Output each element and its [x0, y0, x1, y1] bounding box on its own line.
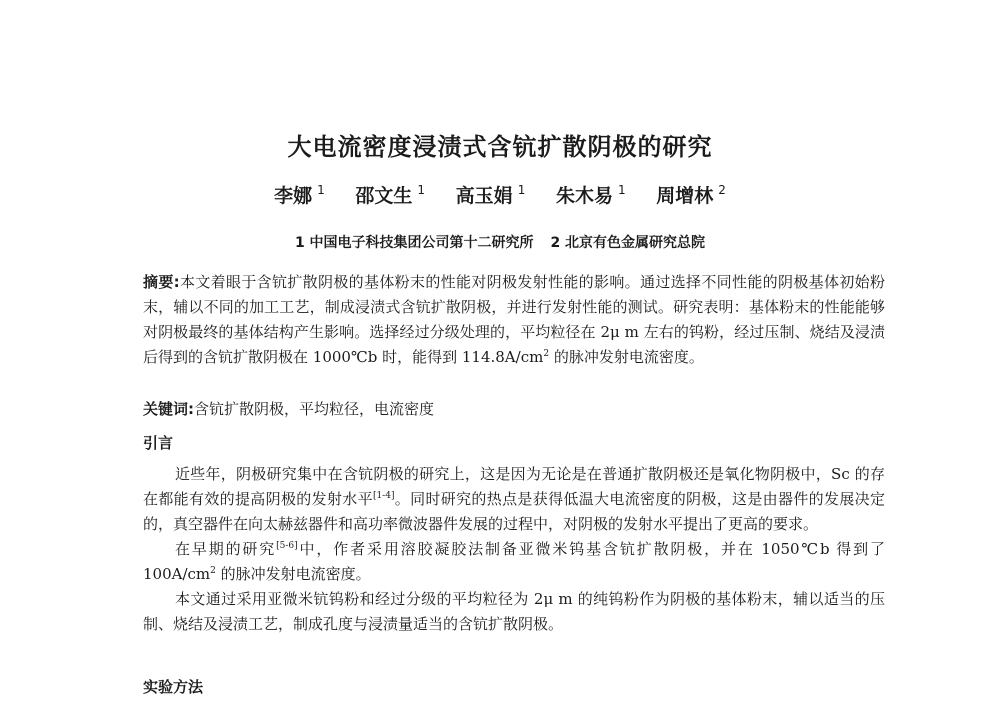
author-name: 李娜: [274, 185, 313, 207]
paragraph-text: 在早期的研究: [175, 540, 277, 558]
affiliation-1: 1 中国电子科技集团公司第十二研究所: [294, 235, 534, 251]
affiliation-mark: 2: [718, 183, 726, 197]
unit-superscript: 2: [210, 566, 216, 576]
author-name: 朱木易: [555, 185, 613, 207]
paragraph-text: 的脉冲发射电流密度。: [215, 565, 371, 583]
paper-title: 大电流密度浸渍式含钪扩散阴极的研究: [287, 133, 713, 161]
author-3: [456, 181, 526, 208]
affiliation-2: 2 北京有色金属研究总院: [550, 235, 706, 251]
paragraph-text: 中，作者采用溶胶凝胶法制备亚微米钨基含钪扩散阴极，并在 1050℃b 得到了 100A/cm: [143, 540, 885, 583]
author-4: [556, 181, 626, 208]
intro-paragraph-2: [143, 537, 885, 587]
abstract-superscript: 2: [543, 349, 550, 359]
affiliation-mark: 1: [317, 183, 325, 197]
intro-paragraph-1: [143, 462, 885, 537]
author-1: [274, 181, 325, 208]
author-name: 高玉娟: [455, 185, 513, 207]
affiliation-mark: 1: [617, 183, 626, 197]
section-heading-intro: 引言: [143, 434, 174, 452]
intro-paragraph-3: 本文通过采用亚微米钪钨粉和经过分级的平均粒径为 2μ m 的纯钨粉作为阴极的基体粉末，辅以适当的压制、烧结及浸渍工艺，制成孔度与浸渍量适当的含钪扩散阴极。: [143, 590, 885, 633]
paragraph-text: 。同时研究的热点是获得低温大电流密度的阴极，这是由器件的发展决定的，真空器件在向太赫兹器件和高功率微波器件发展的过程中，对阴极的发射水平提出了更高的要求。: [143, 490, 885, 533]
abstract-label: 摘要:: [143, 273, 180, 291]
author-2: [355, 181, 425, 208]
affiliation-mark: 1: [517, 183, 526, 197]
author-name: 周增林: [656, 185, 714, 207]
intro-section: [143, 462, 885, 637]
affiliation-line: [0, 232, 1000, 252]
abstract-text: 本文着眼于含钪扩散阴极的基体粉末的性能对阴极发射性能的影响。通过选择不同性能的阴极基体初始粉末，辅以不同的加工工艺，制成浸渍式含钪扩散阴极，并进行发射性能的测试。研究表明：基体粉末的性能能够对阴极最终的基体结构产生影响。选择经过分级处理的，平均粒径在 2μ m 左右的钨粉，经过压制、烧结及浸渍后得到的含钪扩散阴极在 1000℃b 时，能得到 114.8A/cm: [143, 273, 885, 366]
affiliation-mark: 1: [417, 183, 426, 197]
citation-ref: [5-6]: [276, 541, 298, 551]
author-5: [656, 181, 726, 208]
keywords: [143, 397, 885, 422]
paragraph-text: 近些年，阴极研究集中在含钪阴极的研究上，这是因为无论是在普通扩散阴极还是氧化物阴极中，Sc 的存在都能有效的提高阴极的发射水平: [143, 465, 885, 508]
citation-ref: [1-4]: [372, 491, 395, 501]
section-heading-method: 实验方法: [143, 678, 204, 696]
author-list: [0, 181, 1000, 208]
author-name: 邵文生: [355, 185, 413, 207]
keywords-text: 含钪扩散阴极，平均粒径，电流密度: [194, 400, 435, 418]
abstract-text-end: 的脉冲发射电流密度。: [549, 348, 704, 366]
abstract: [143, 270, 885, 370]
keywords-label: 关键词:: [143, 400, 194, 418]
